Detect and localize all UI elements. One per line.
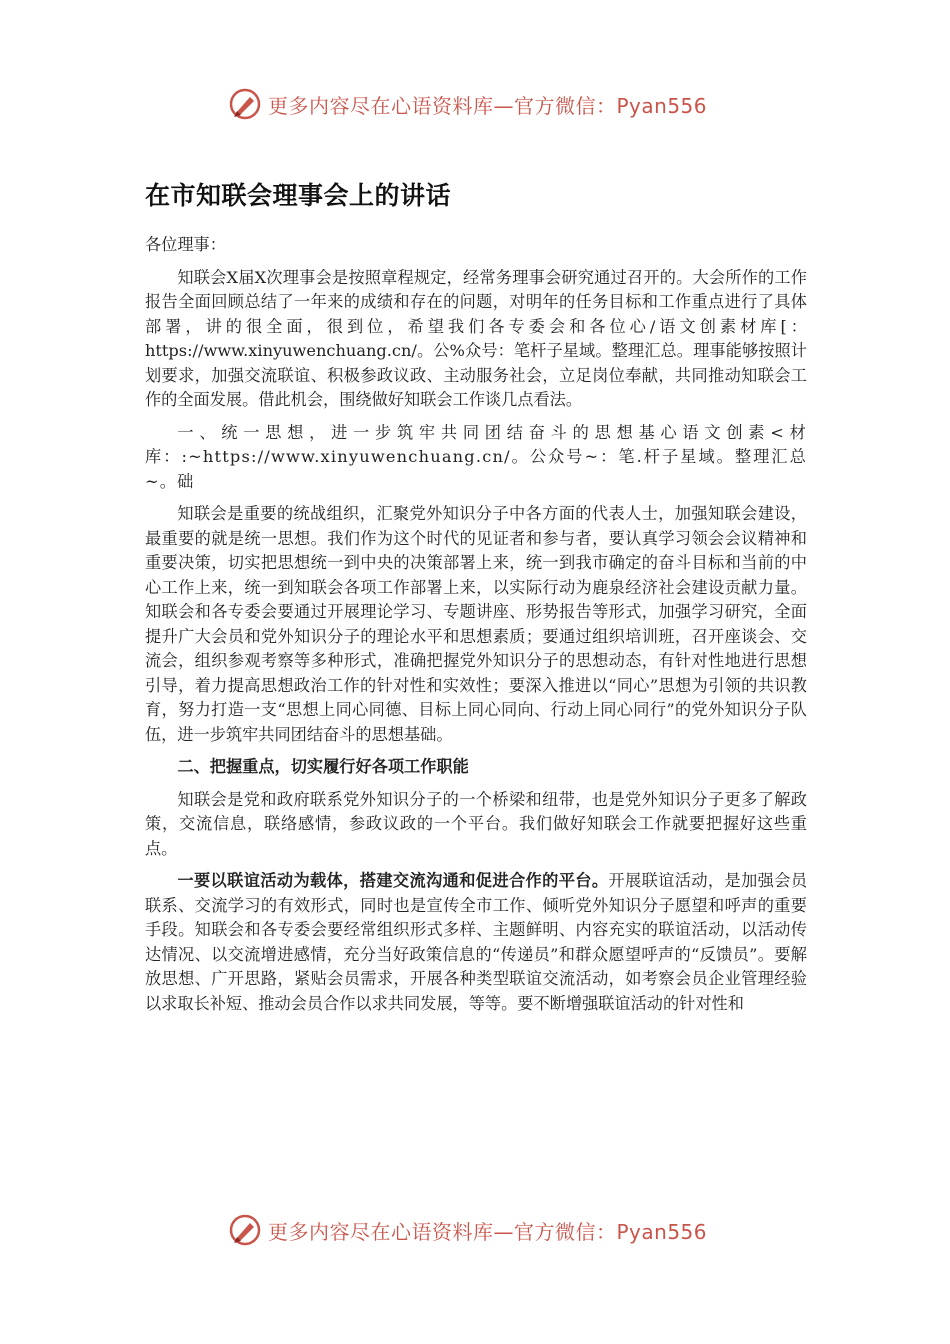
pen-nib-logo-icon xyxy=(228,87,262,121)
banner-text: 更多内容尽在心语资料库—官方微信：Pyan556 xyxy=(268,93,708,118)
paragraph-liaison-body: 开展联谊活动，是加强会员联系、交流学习的有效形式，同时也是宣传全市工作、倾听党外知识分子愿望和呼声的重要手段。知联会和各专委会要经常组织形式多样、主题鲜明、内容充实的联谊活动，以活动传达情况、以交流增进感情，充分当好政策信息的“传递员”和群众愿望呼声的“反馈员”。要解放思想、广开思路，紧贴会员需求，开展各种类型联谊交流活动，如考察会员企业管理经验以求取长补短、推动会员合作以求共同发展，等等。要不断增强联谊活动的针对性和 xyxy=(145,871,808,1013)
footer-banner xyxy=(228,1210,707,1250)
salutation: 各位理事： xyxy=(145,235,226,254)
paragraph-section-2: 知联会是党和政府联系党外知识分子的一个桥梁和纽带，也是党外知识分子更多了解政策，交流信息，联络感情，参政议政的一个平台。我们做好知联会工作就要把握好这些重点。 xyxy=(145,789,807,858)
paragraph-intro: 知联会X届X次理事会是按照章程规定，经常务理事会研究通过召开的。大会所作的工作报告全面回顾总结了一年来的成绩和存在的问题，对明年的任务目标和工作重点进行了具体部署，讲的很全面，很到位，希望我们各专委会和各位心/语文创素材库[：https://www.xinyuwenchuang.cn/。公%众号：笔杆子星域。整理汇总。理事能够按照计划要求，加强交流联谊、积极参政议政、主动服务社会，立足岗位奉献，共同推动知联会工作的全面发展。借此机会，围绕做好知联会工作谈几点看法。 xyxy=(145,267,807,409)
paragraph-liaison xyxy=(145,869,807,1016)
paragraph-lead: 一要以联谊活动为载体，搭建交流沟通和促进合作的平台。 xyxy=(177,871,609,890)
paragraph-section-1: 知联会是重要的统战组织，汇聚党外知识分子中各方面的代表人士，加强知联会建设，最重要的就是统一思想。我们作为这个时代的见证者和参与者，要认真学习领会会议精神和重要决策，切实把思想统一到中央的决策部署上来，统一到我市确定的奋斗目标和当前的中心工作上来，统一到知联会各项工作部署上来，以实际行动为鹿泉经济社会建设贡献力量。知联会和各专委会要通过开展理论学习、专题讲座、形势报告等形式，加强学习研究，全面提升广大会员和党外知识分子的理论水平和思想素质；要通过组织培训班，召开座谈会、交流会，组织参观考察等多种形式，准确把握党外知识分子的思想动态，有针对性地进行思想引导，着力提高思想政治工作的针对性和实效性；要深入推进以“同心”思想为引领的共识教育，努力打造一支“思想上同心同德、目标上同心同向、行动上同心同行”的党外知识分子队伍，进一步筑牢共同团结奋斗的思想基础。 xyxy=(145,504,807,744)
document-title: 在市知联会理事会上的讲话 xyxy=(145,181,452,210)
section-heading-2: 二、把握重点，切实履行好各项工作职能 xyxy=(177,757,469,776)
banner-text: 更多内容尽在心语资料库—官方微信：Pyan556 xyxy=(268,1219,708,1244)
document-body xyxy=(145,233,807,1024)
header-banner xyxy=(228,84,707,124)
pen-nib-logo-icon xyxy=(228,1213,262,1247)
section-heading-1: 一、统一思想，进一步筑牢共同团结奋斗的思想基心语文创素<材库：:~https://www.xinyuwenchuang.cn/。公众号~：笔.杆子星域。整理汇总~。础 xyxy=(145,422,807,491)
